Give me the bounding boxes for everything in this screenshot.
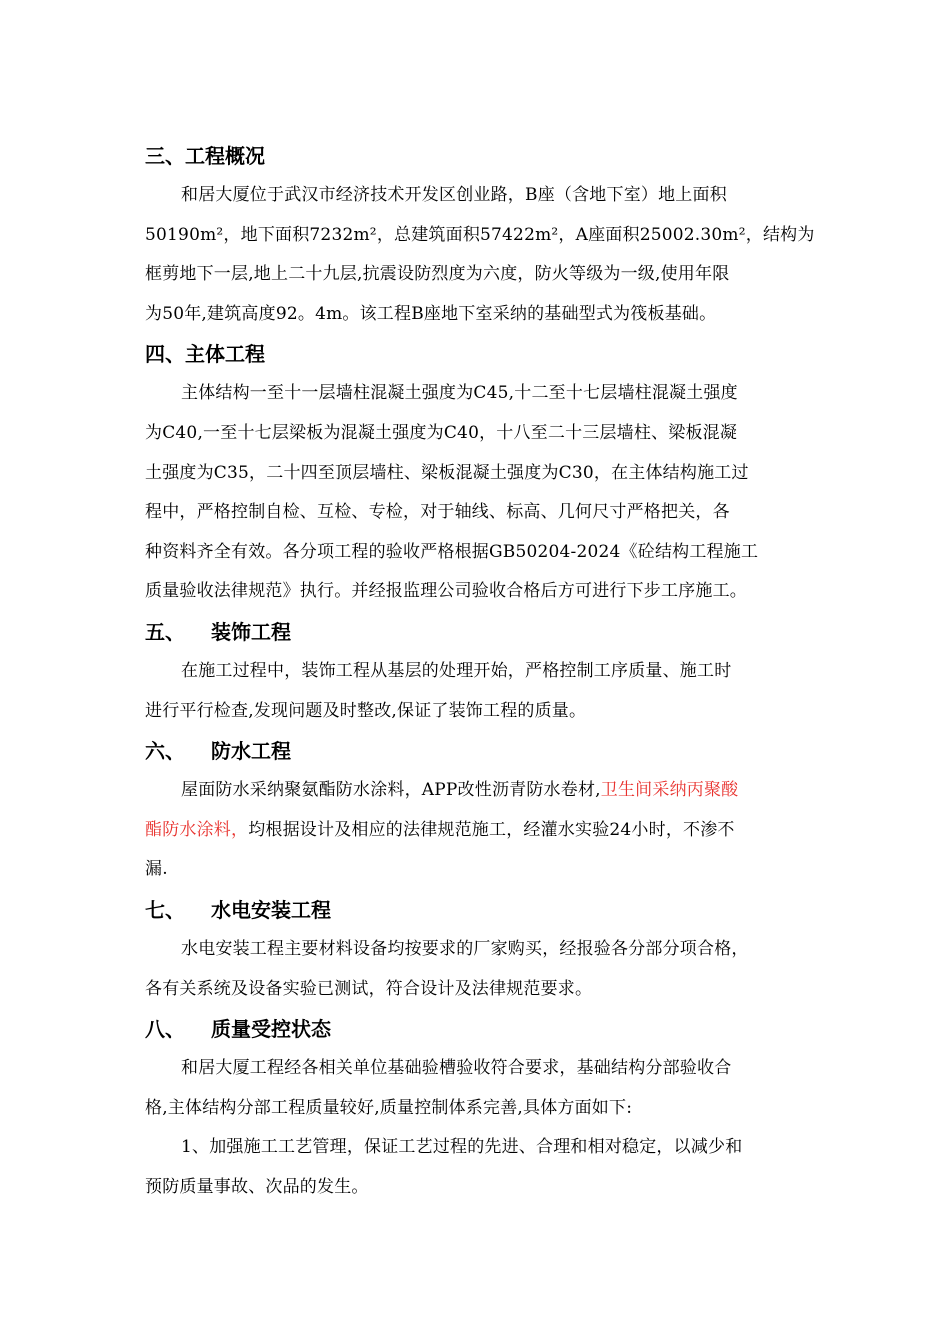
highlighted-text: 卫生间采纳丙聚酸 <box>600 780 739 801</box>
document-body <box>145 136 815 1207</box>
section-number: 七、 <box>145 897 185 922</box>
paragraph-mep-installation <box>145 930 815 1009</box>
text-line: 漏. <box>145 859 168 880</box>
text-line <box>145 771 815 811</box>
text-line: 各有关系统及设备实验已测试，符合设计及法律规范要求。 <box>145 978 593 999</box>
text-line: 主体结构一至十一层墙柱混凝土强度为C45,十二至十七层墙柱混凝土强度 <box>181 383 738 404</box>
section-title: 质量受控状态 <box>211 1017 331 1042</box>
text-line: 1、加强施工工艺管理，保证工艺过程的先进、合理和相对稳定，以减少和 <box>181 1137 743 1158</box>
text-line: 进行平行检查,发现问题及时整改,保证了装饰工程的质量。 <box>145 700 587 721</box>
section-heading-mep-installation <box>145 890 815 930</box>
section-number: 六、 <box>145 739 185 764</box>
text-line: 种资料齐全有效。各分项工程的验收严格根据GB50204-2024《砼结构工程施工 <box>145 541 759 562</box>
section-title: 水电安装工程 <box>211 897 331 922</box>
text-run: 屋面防水采纳聚氨酯防水涂料，APP改性沥青防水卷材, <box>181 780 601 801</box>
text-line: 质量验收法律规范》执行。并经报监理公司验收合格后方可进行下步工序施工。 <box>145 581 747 602</box>
text-line: 预防质量事故、次品的发生。 <box>145 1176 369 1197</box>
paragraph-project-overview <box>145 176 815 334</box>
section-heading-waterproofing <box>145 731 815 771</box>
section-number: 五、 <box>145 619 185 644</box>
text-line: 程中，严格控制自检、互检、专检，对于轴线、标高、几何尺寸严格把关，各 <box>145 502 730 523</box>
paragraph-decoration <box>145 652 815 731</box>
text-line: 在施工过程中，装饰工程从基层的处理开始，严格控制工序质量、施工时 <box>181 660 732 681</box>
section-heading-main-structure: 四、主体工程 <box>145 342 265 367</box>
text-line: 和居大厦位于武汉市经济技术开发区创业路，B座（含地下室）地上面积 <box>181 185 727 205</box>
text-line: 50190m²，地下面积7232m²，总建筑面积57422m²，A座面积25002.30m²，结构为 <box>145 224 815 245</box>
text-line <box>145 811 815 851</box>
text-line: 和居大厦工程经各相关单位基础验槽验收符合要求，基础结构分部验收合 <box>181 1058 732 1079</box>
text-line: 格,主体结构分部工程质量较好,质量控制体系完善,具体方面如下: <box>145 1097 633 1118</box>
highlighted-text: 酯防水涂料， <box>145 819 249 840</box>
section-heading-project-overview: 三、工程概况 <box>145 144 265 168</box>
text-run: 均根据设计及相应的法律规范施工，经灌水实验24小时，不渗不 <box>248 819 735 840</box>
text-line: 水电安装工程主要材料设备均按要求的厂家购买，经报验各分部分项合格， <box>181 938 749 959</box>
text-line: 为C40,一至十七层梁板为混凝土强度为C40，十八至二十三层墙柱、梁板混凝 <box>145 422 738 443</box>
text-line: 土强度为C35，二十四至顶层墙柱、梁板混凝土强度为C30，在主体结构施工过 <box>145 462 749 483</box>
section-title: 防水工程 <box>211 739 291 764</box>
paragraph-main-structure <box>145 374 815 612</box>
section-number: 八、 <box>145 1017 185 1042</box>
paragraph-quality-control <box>145 1049 815 1207</box>
text-line: 框剪地下一层,地上二十九层,抗震设防烈度为六度，防火等级为一级,使用年限 <box>145 264 730 285</box>
section-title: 装饰工程 <box>211 619 291 644</box>
section-heading-decoration <box>145 612 815 652</box>
paragraph-waterproofing <box>145 771 815 890</box>
text-line: 为50年,建筑高度92。4m。该工程B座地下室采纳的基础型式为筏板基础。 <box>145 303 717 324</box>
section-heading-quality-control <box>145 1009 815 1049</box>
